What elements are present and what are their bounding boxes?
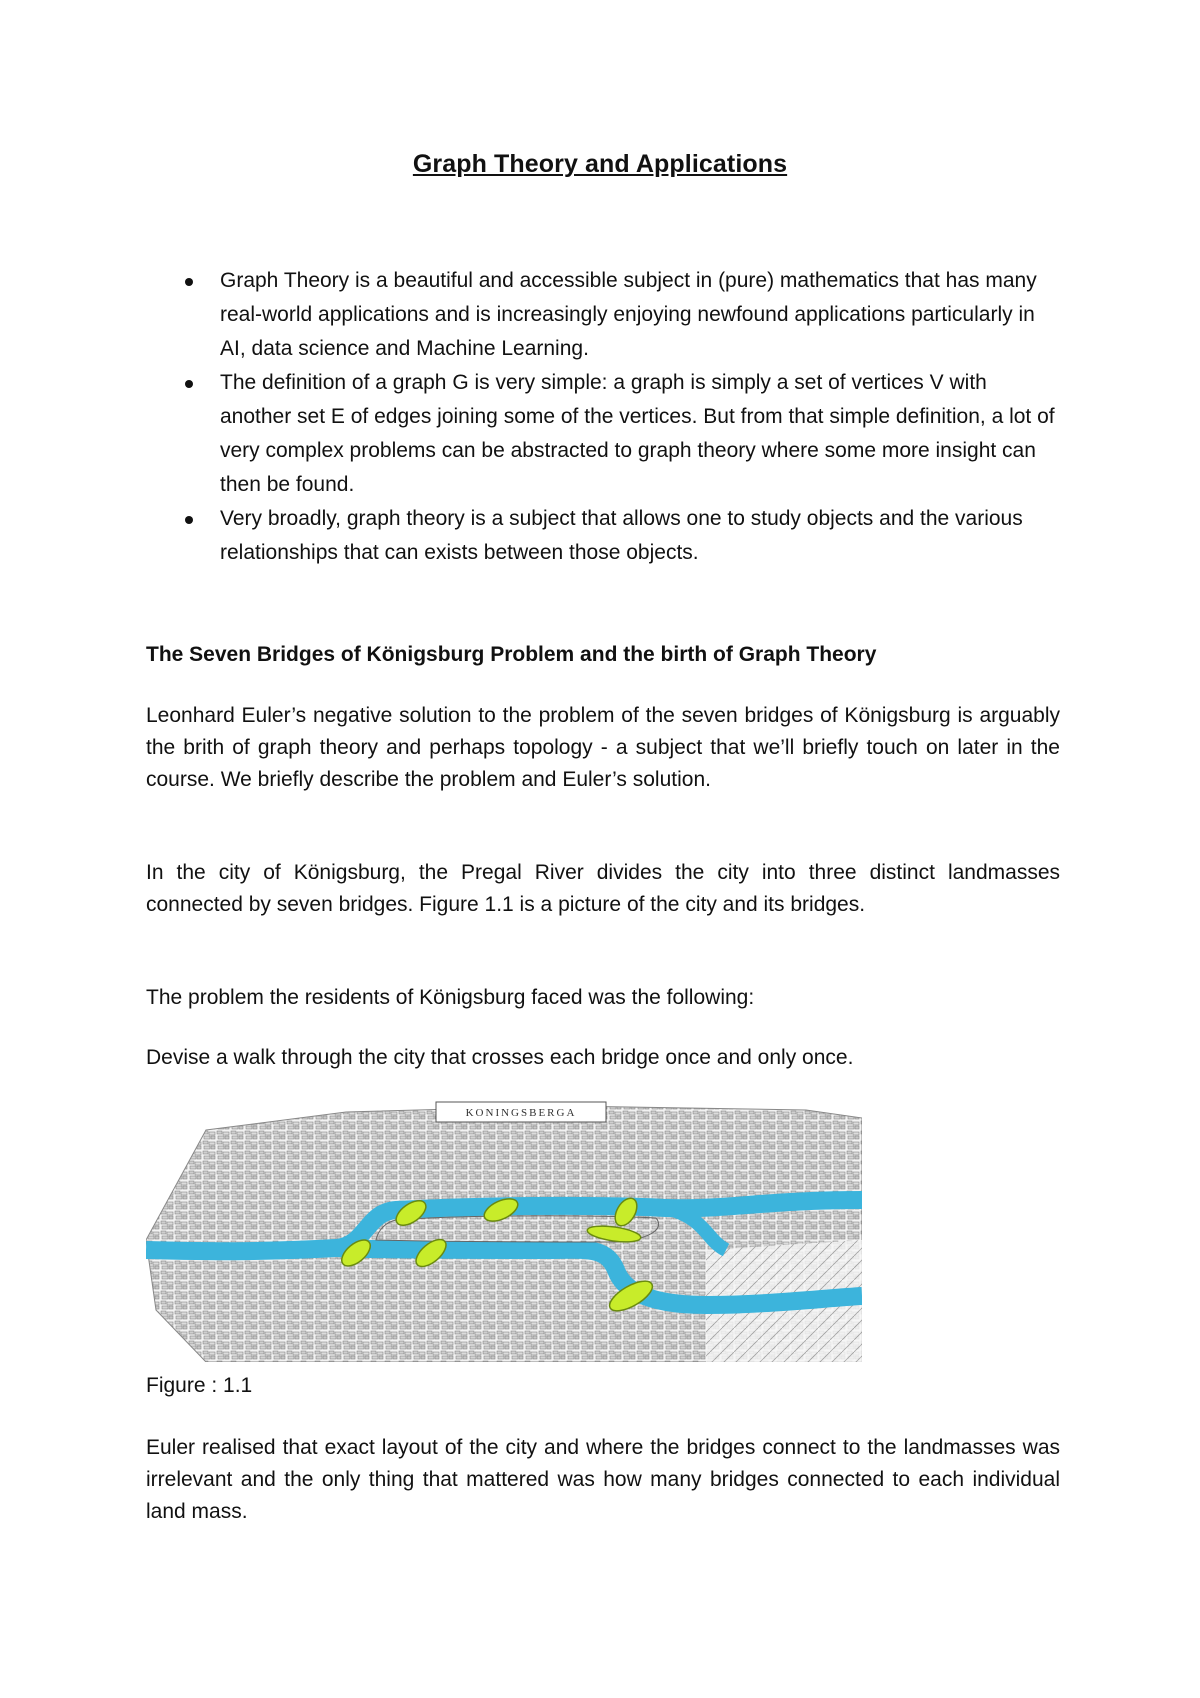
paragraph-euler-solution: Leonhard Euler’s negative solution to the problem of the seven bridges of Königsburg is arguably the brith of graph theory and perhaps topology - a subject that we’ll briefly touch on later in the course. We briefly describe the problem and Euler’s solution. (146, 704, 1060, 791)
section-heading: The Seven Bridges of Königsburg Problem and the birth of Graph Theory (146, 643, 877, 666)
bullet-text: Very broadly, graph theory is a subject that allows one to study objects and the various relationships that can exists between those objects. (220, 507, 1023, 564)
list-item (182, 366, 1062, 502)
list-item (182, 264, 1062, 366)
list-item (182, 502, 1062, 570)
paragraph-euler-insight: Euler realised that exact layout of the city and where the bridges connect to the landmasses was irrelevant and the only thing that mattered was how many bridges connected to each individual land mass. (146, 1436, 1060, 1523)
paragraph-problem-intro: The problem the residents of Königsburg faced was the following: (146, 986, 755, 1009)
konigsberg-map-figure (146, 1100, 862, 1362)
bullet-icon (185, 380, 193, 388)
map-label: KONINGSBERGA (465, 1107, 577, 1119)
paragraph-city-description: In the city of Königsburg, the Pregal River divides the city into three distinct landmasses connected by seven bridges. Figure 1.1 is a picture of the city and its bridges. (146, 861, 1060, 916)
paragraph-problem-statement: Devise a walk through the city that crosses each bridge once and only once. (146, 1046, 854, 1069)
bullet-text: Graph Theory is a beautiful and accessible subject in (pure) mathematics that has many real-world applications and is increasingly enjoying newfound applications particularly in AI, data science and Machine Learning. (220, 269, 1037, 360)
bullet-icon (185, 278, 193, 286)
bullet-list (182, 264, 1062, 570)
bullet-icon (185, 516, 193, 524)
bullet-text: The definition of a graph G is very simple: a graph is simply a set of vertices V with another set E of edges joining some of the vertices. But from that simple definition, a lot of very complex problems can be abstracted to graph theory where some more insight can then be found. (220, 371, 1055, 496)
page-title: Graph Theory and Applications (412, 150, 788, 178)
figure-caption: Figure : 1.1 (146, 1374, 253, 1397)
